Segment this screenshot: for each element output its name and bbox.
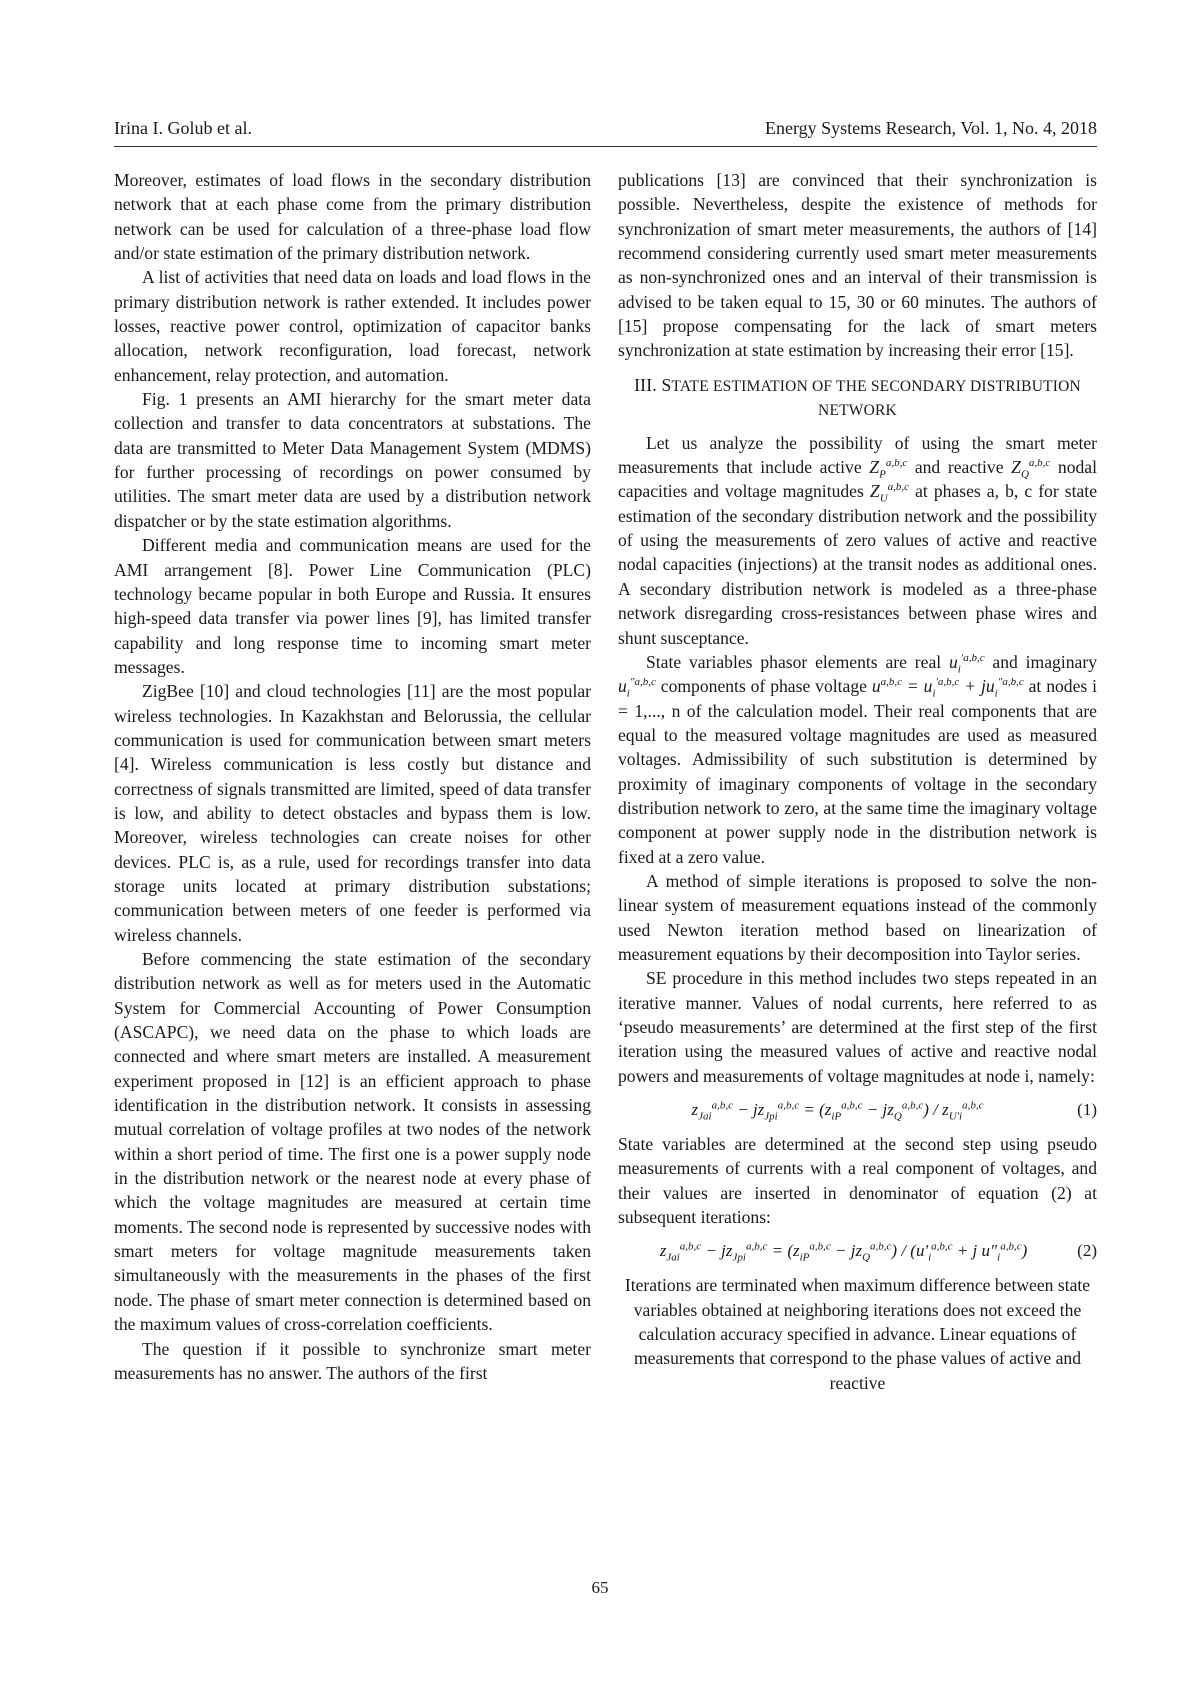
paragraph: SE procedure in this method includes two steps repeated in an iterative manner. Values of nodal currents, here referred to as ‘pseudo measurements’ are determined at the first step of the first iteration using the measured values of active and reactive nodal powers and measurements of voltage magnitudes at node i, namely: <box>618 968 1097 1086</box>
paragraph: Let us analyze the possibility of using the smart meter measurements that include active $Z_P^{a,b,c}$ and reactive $Z_Q^{a,b,c}$ nodal capacities and voltage magnitudes $Z_U^{a,b,c}$ at phases a, b, c for state estimation of the secondary distribution network and the possibility of using the measurements of zero values of active and reactive nodal capacities (injections) at the transit nodes as additional ones. A secondary distribution network is modeled as a three-phase network disregarding cross-resistances between phase wires and shunt susceptance. <box>618 432 1098 648</box>
paragraph: State variables are determined at the second step using pseudo measurements of currents with a real component of voltages, and their values are inserted in denominator of equation (2) at subsequent iterations: <box>618 1134 1097 1228</box>
paragraph: ZigBee [10] and cloud technologies [11] are the most popular wireless technologies. In Kazakhstan and Belorussia, the cellular communication is used for communication between smart meters [4]. Wireless communication is less costly but distance and correctness of signals transmitted are limited, speed of data transfer is low, and ability to detect obstacles and bypass them is low. Moreover, wireless technologies can create noises for other devices. PLC is, as a rule, used for recordings transfer into data storage units located at primary distribution substations; communication between meters of one feeder is performed via wireless channels. <box>114 681 591 945</box>
equation-2 <box>618 1229 1097 1273</box>
equation-1-expression: $z_{Jai}^{a,b,c} - jz_{Jpi}^{a,b,c} = (z_{iP}^{a,b,c} - jz_Q^{a,b,c}) / z_{U'i}^{a,b,c}$ <box>691 1099 984 1123</box>
paragraph: State variables phasor elements are real $u_i^{'a,b,c}$ and imaginary $u_i^{"a,b,c}$ components of phase voltage $u^{a,b,c} = u_i^{'a,b,c} + ju_i^{"a,b,c}$ at nodes i = 1,..., n of the calculation model. Their real components that are equal to the measured voltage magnitudes are used as measured voltages. Admissibility of such substitution is determined by proximity of imaginary components of voltage in the secondary distribution network to zero, at the same time the imaginary voltage component at power supply node in the distribution network is fixed at a zero value. <box>618 651 1098 867</box>
right-column <box>618 168 1097 1395</box>
equation-2-expression: $z_{Jai}^{a,b,c} - jz_{Jpi}^{a,b,c} = (z_{iP}^{a,b,c} - jz_Q^{a,b,c}) / (u'_i^{a,b,c} + j$ $u"_i^{a,b,c}$) <box>659 1240 1028 1264</box>
page-number: 65 <box>591 1578 609 1597</box>
paragraph: Iterations are terminated when maximum difference between state variables obtained at neighboring iterations does not exceed the calculation accuracy specified in advance. Linear equations of measurements that correspond to the phase values of active and reactive <box>624 1275 1091 1393</box>
paragraph: Different media and communication means are used for the AMI arrangement [8]. Power Line Communication (PLC) technology became popular in both Europe and Russia. It ensures high-speed data transfer via power lines [9], has limited transfer capability and long response time to incoming smart meter messages. <box>114 535 591 677</box>
paragraph: The question if it possible to synchronize smart meter measurements has no answer. The authors of the first <box>114 1338 591 1383</box>
paragraph: A method of simple iterations is proposed to solve the non-linear system of measurement equations instead of the commonly used Newton iteration method based on linearization of measurement equations by their decomposition into Taylor series. <box>618 870 1097 964</box>
section-heading: III. STATE ESTIMATION OF THE SECONDARY DISTRIBUTION NETWORK <box>634 374 1081 419</box>
running-header <box>114 118 1097 144</box>
paragraph: A list of activities that need data on loads and load flows in the primary distribution network is rather extended. It includes power losses, reactive power control, optimization of capacitor banks allocation, network reconfiguration, load forecast, network enhancement, relay protection, and automation. <box>114 267 591 385</box>
header-journal: Energy Systems Research, Vol. 1, No. 4, 2018 <box>765 118 1097 138</box>
paragraph: publications [13] are convinced that their synchronization is possible. Nevertheless, despite the existence of methods for synchronization of smart meter measurements, the authors of [14] recommend considering currently used smart meter measurements as non-synchronized ones and an interval of their transmission is advised to be taken equal to 15, 30 or 60 minutes. The authors of [15] propose compensating for the lack of smart meters synchronization at state estimation by increasing their error [15]. <box>618 170 1097 361</box>
equation-1-number: (1) <box>1077 1100 1097 1120</box>
header-authors: Irina I. Golub et al. <box>114 118 252 138</box>
paragraph: Before commencing the state estimation of the secondary distribution network as well as for meters used in the Automatic System for Commercial Accounting of Power Consumption (ASCAPC), we need data on the phase to which loads are connected and where smart meters are installed. A measurement experiment proposed in [12] is an efficient approach to phase identification in the distribution network. It consists in assessing mutual correlation of voltage profiles at two nodes of the network within a short period of time. The first one is a power supply node in the distribution network or the nearest node at every phase of which the voltage magnitudes are measured at certain time moments. The second node is represented by successive nodes with smart meters for voltage magnitude measurements taken simultaneously with the measurements in the phases of the first node. The phase of smart meter connection is determined based on the maximum values of cross-correlation coefficients. <box>114 949 591 1335</box>
equation-2-number: (2) <box>1077 1241 1097 1261</box>
left-column <box>114 168 591 1385</box>
paragraph: Fig. 1 presents an AMI hierarchy for the smart meter data collection and transfer to data concentrators at substations. The data are transmitted to Meter Data Management System (MDMS) for further processing of recordings on power consumed by utilities. The smart meter data are used by a distribution network dispatcher or by the state estimation algorithms. <box>114 389 591 531</box>
paragraph: Moreover, estimates of load flows in the secondary distribution network that at each phase come from the primary distribution network can be used for calculation of a three-phase load flow and/or state estimation of the primary distribution network. <box>114 170 591 264</box>
equation-1 <box>618 1088 1097 1132</box>
header-rule <box>114 146 1097 147</box>
